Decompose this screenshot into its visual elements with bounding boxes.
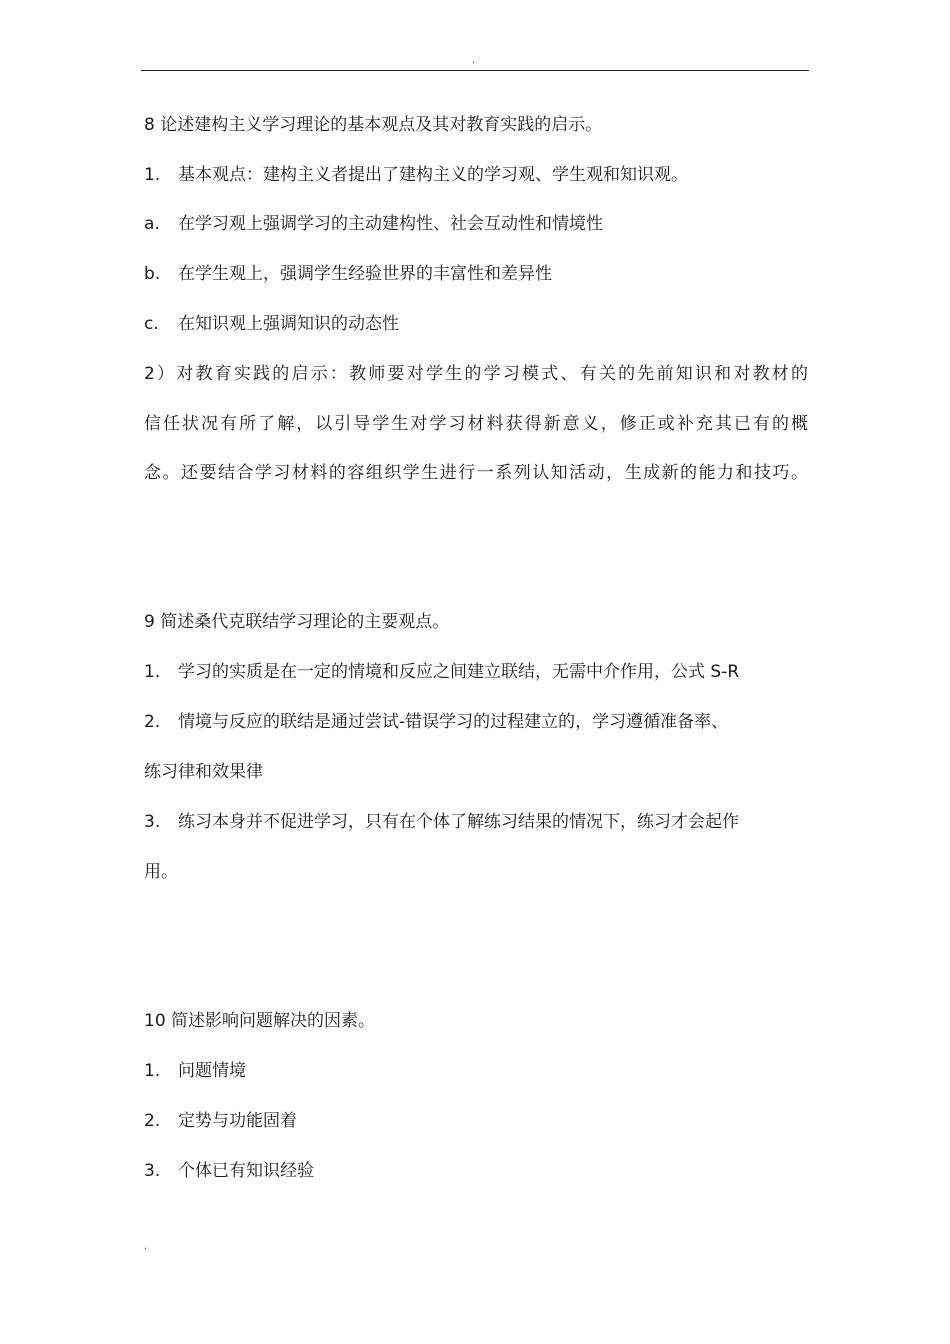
list-number: 3. <box>144 1161 161 1181</box>
list-text: 在学习观上强调学习的主动建构性、社会互动性和情境性 <box>178 214 603 234</box>
q8-list-item-b <box>144 263 552 285</box>
q9-list-item-2-continued: 练习律和效果律 <box>144 762 263 782</box>
footer-dot: . <box>144 1241 148 1252</box>
list-text: 练习本身并不促进学习，只有在个体了解练习结果的情况下，练习才会起作 <box>178 812 739 832</box>
list-text: 问题情境 <box>178 1061 246 1081</box>
list-text: 定势与功能固着 <box>178 1111 297 1131</box>
list-letter: c. <box>144 314 159 334</box>
question-8-title: 8 论述建构主义学习理论的基本观点及其对教育实践的启示。 <box>144 115 603 135</box>
q8-list-item-a <box>144 213 603 235</box>
list-number: 3. <box>144 812 161 832</box>
list-text: 在学生观上，强调学生经验世界的丰富性和差异性 <box>178 264 552 284</box>
list-text: 学习的实质是在一定的情境和反应之间建立联结，无需中介作用，公式 S-R <box>178 662 740 682</box>
question-10-title: 10 简述影响问题解决的因素。 <box>144 1011 376 1031</box>
q9-list-item-2 <box>144 711 728 733</box>
list-number: 2. <box>144 712 161 732</box>
list-text: 基本观点：建构主义者提出了建构主义的学习观、学生观和知识观。 <box>178 165 688 185</box>
list-letter: b. <box>144 264 161 284</box>
q10-list-item-3 <box>144 1160 314 1182</box>
q8-paragraph-2-line-1: 2）对教育实践的启示：教师要对学生的学习模式、有关的先前知识和对教材的 <box>144 364 808 384</box>
q8-paragraph-2-line-2: 信任状况有所了解，以引导学生对学习材料获得新意义，修正或补充其已有的概 <box>144 414 808 434</box>
list-number: 1. <box>144 662 161 682</box>
q9-list-item-1 <box>144 661 739 683</box>
list-text: 个体已有知识经验 <box>178 1161 314 1181</box>
q9-list-item-3-continued: 用。 <box>144 862 178 882</box>
list-number: 1. <box>144 1061 161 1081</box>
list-text: 情境与反应的联结是通过尝试-错误学习的过程建立的，学习遵循准备率、 <box>178 712 729 732</box>
list-letter: a. <box>144 214 160 234</box>
q10-list-item-1 <box>144 1060 246 1082</box>
list-text: 在知识观上强调知识的动态性 <box>178 314 399 334</box>
question-9-title: 9 简述桑代克联结学习理论的主要观点。 <box>144 612 450 632</box>
list-number: 1. <box>144 165 161 185</box>
q8-list-item-c <box>144 313 399 335</box>
q8-paragraph-2-line-3: 念。还要结合学习材料的容组织学生进行一系列认知活动，生成新的能力和技巧。 <box>144 463 808 483</box>
list-number: 2. <box>144 1111 161 1131</box>
header-dot: . <box>472 55 476 66</box>
q9-list-item-3 <box>144 811 739 833</box>
q10-list-item-2 <box>144 1110 297 1132</box>
header-rule <box>141 70 809 71</box>
q8-list-item-1 <box>144 164 688 186</box>
